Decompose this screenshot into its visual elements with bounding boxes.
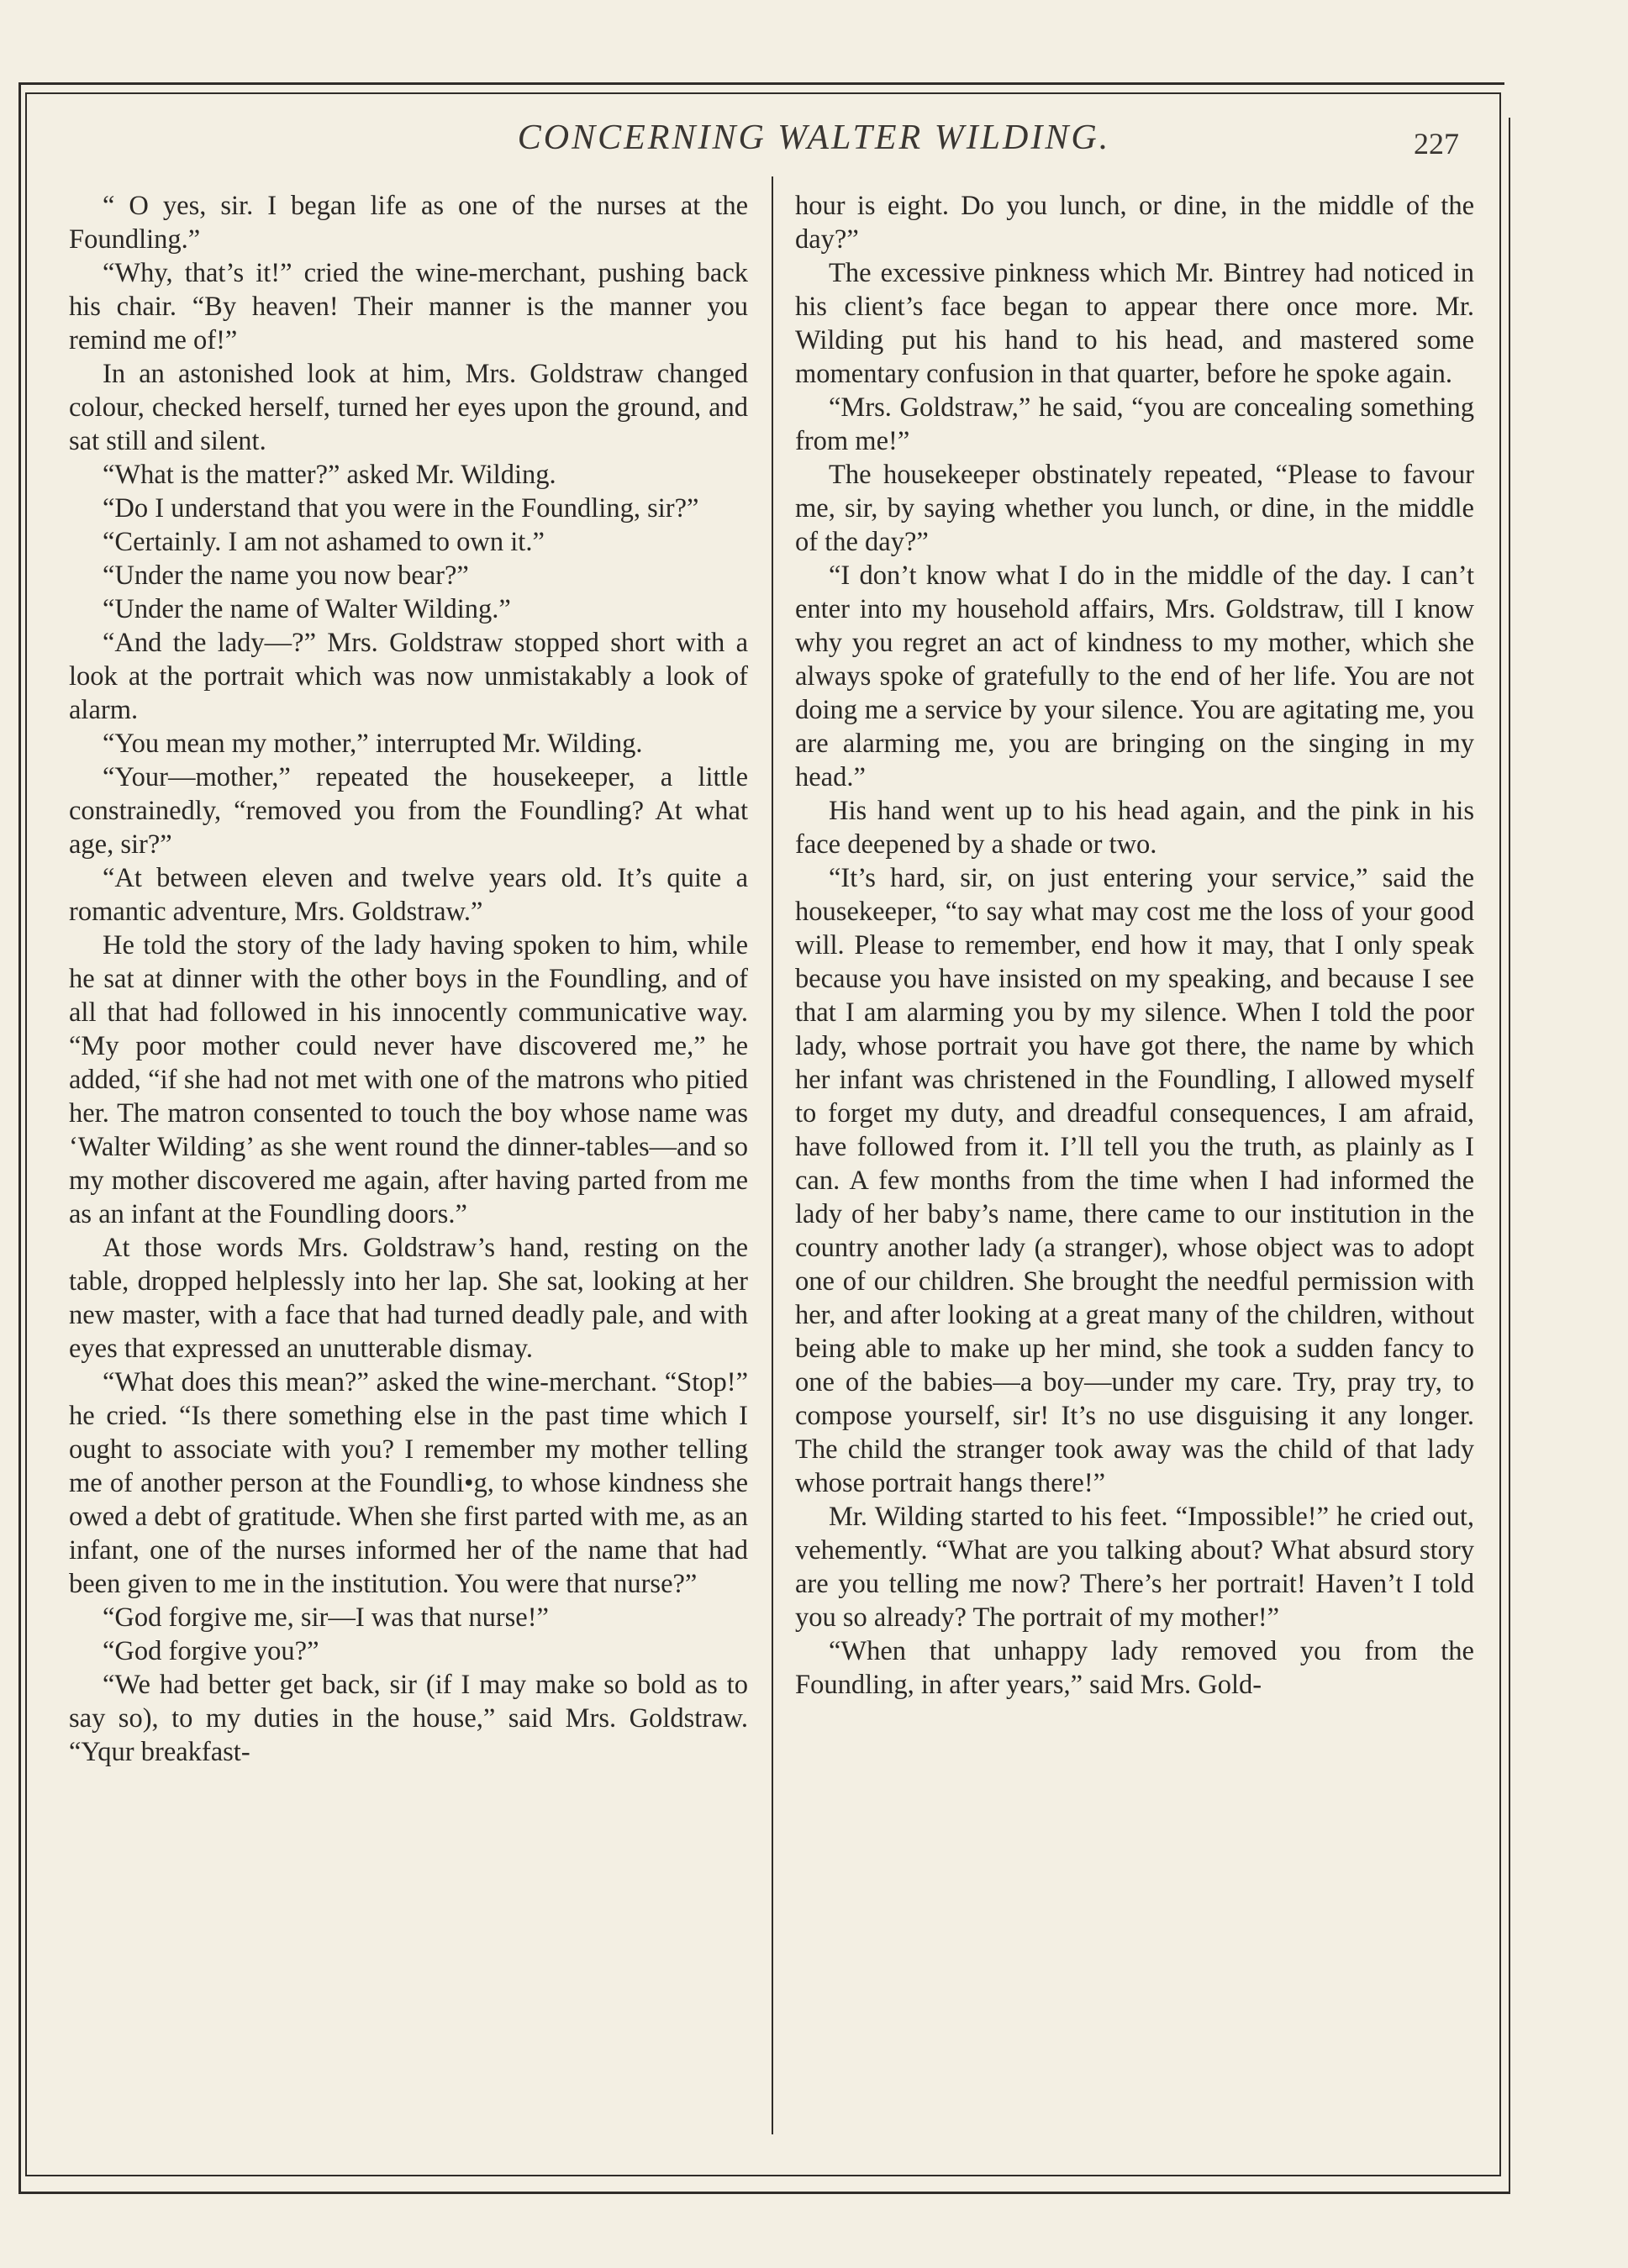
paragraph: “Do I understand that you were in the Foundling, sir?” [103,493,699,524]
running-title: CONCERNING WALTER WILDING. [517,118,1111,157]
paragraph: “I don’t know what I do in the middle of the day. I can’t enter into my household affairs, Mrs. Goldstraw, till I know why you regret an act of kindness to my mother, which she always spoke of gratefully to the end of her life. You are not doing me a service by your silence. You are agitating me, you are alarming me, you are bringing on the singing in my head.” [795,560,1474,792]
right-column [795,189,1474,2130]
paragraph: The excessive pinkness which Mr. Bintrey had noticed in his client’s face began to appear there once more. Mr. Wilding put his hand to his head, and mastered some momentary confusion in that quarter, before he spoke again. [795,258,1474,389]
paragraph: “Your—mother,” repeated the housekeeper, a little constrainedly, “removed you from the Foundling? At what age, sir?” [69,762,748,860]
page-number: 227 [1414,127,1459,160]
paragraph: At those words Mrs. Goldstraw’s hand, resting on the table, dropped helplessly into her lap. She sat, looking at her new master, with a face that had turned deadly pale, and with eyes that expressed an unutterable dismay. [69,1233,748,1364]
outer-border-bottom [18,2192,1510,2194]
paragraph: “And the lady—?” Mrs. Goldstraw stopped short with a look at the portrait which was now unmistakably a look of alarm. [69,628,748,725]
continued-paragraph: hour is eight. Do you lunch, or dine, in the middle of the day?” [795,191,1474,255]
paragraph: “Certainly. I am not ashamed to own it.” [103,527,545,557]
paragraph: He told the story of the lady having spoken to him, while he sat at dinner with the other boys in the Foundling, and of all that had followed in his innocently communicative way. “My poor mother could never have discovered me,” he added, “if she had not met with one of the matrons who pitied her. The matron consented to touch the boy whose name was ‘Walter Wilding’ as she went round the dinner-tables—and so my mother discovered me again, after having parted from me as an infant at the Foundling doors.” [69,930,748,1229]
paragraph: “Under the name of Walter Wilding.” [103,594,511,624]
outer-border-top [18,82,1504,85]
paragraph: “Mrs. Goldstraw,” he said, “you are concealing something from me!” [795,392,1474,456]
outer-border-left [18,82,21,2193]
paragraph: “It’s hard, sir, on just entering your service,” said the housekeeper, “to say what may cost me the loss of your good will. Please to remember, end how it may, that I only speak because you have insisted on my speaking, and because I see that I am alarming you by my silence. When I told the poor lady, whose portrait you have got there, the name by which her infant was christened in the Foundling, I allowed myself to forget my duty, and dreadful consequences, I am afraid, have followed from it. I’ll tell you the truth, as plainly as I can. A few months from the time when I had informed the lady of her baby’s name, there came to our institution in the country another lady (a stranger), whose object was to adopt one of our children. She brought the needful permission with her, and after looking at a great many of the children, without being able to make up her mind, she took a sudden fancy to one of the babies—a boy—under my care. Try, pray try, to compose yourself, sir! It’s no use disguising it any longer. The child the stranger took away was the child of that lady whose portrait hangs there!” [795,863,1474,1498]
paragraph: “We had better get back, sir (if I may make so bold as to say so), to my duties in the house,” said Mrs. Goldstraw. “Yqur breakfast- [69,1670,748,1767]
paragraph: “God forgive you?” [103,1636,319,1666]
paragraph: “What is the matter?” asked Mr. Wilding. [103,460,556,490]
paragraph: “When that unhappy lady removed you from the Foundling, in after years,” said Mrs. Gold- [795,1636,1474,1700]
outer-border-right [1509,118,1510,2193]
paragraph: “ O yes, sir. I began life as one of the nurses at the Foundling.” [69,191,748,255]
left-column [69,189,748,2130]
column-divider [772,176,773,2134]
paragraph: “You mean my mother,” interrupted Mr. Wilding. [103,729,643,759]
paragraph: The housekeeper obstinately repeated, “Please to favour me, sir, by saying whether you lunch, or dine, in the middle of the day?” [795,460,1474,557]
paragraph: In an astonished look at him, Mrs. Goldstraw changed colour, checked herself, turned her eyes upon the ground, and sat still and silent. [69,359,748,456]
paragraph: “Why, that’s it!” cried the wine-merchant, pushing back his chair. “By heaven! Their manner is the manner you remind me of!” [69,258,748,355]
paragraph: His hand went up to his head again, and the pink in his face deepened by a shade or two. [795,796,1474,860]
paragraph: “God forgive me, sir—I was that nurse!” [103,1602,549,1633]
paragraph: “What does this mean?” asked the wine-merchant. “Stop!” he cried. “Is there something else in the past time which I ought to associate with you? I remember my mother telling me of another person at the Foundli•g, to whose kindness she owed a debt of gratitude. When she first parted with me, as an infant, one of the nurses informed her of the name that had been given to me in the institution. You were that nurse?” [69,1367,748,1599]
paragraph: Mr. Wilding started to his feet. “Impossible!” he cried out, vehemently. “What are you talking about? What absurd story are you telling me now? There’s her portrait! Haven’t I told you so already? The portrait of my mother!” [795,1502,1474,1633]
paragraph: “At between eleven and twelve years old. It’s quite a romantic adventure, Mrs. Goldstraw.” [69,863,748,927]
paragraph: “Under the name you now bear?” [103,560,469,591]
